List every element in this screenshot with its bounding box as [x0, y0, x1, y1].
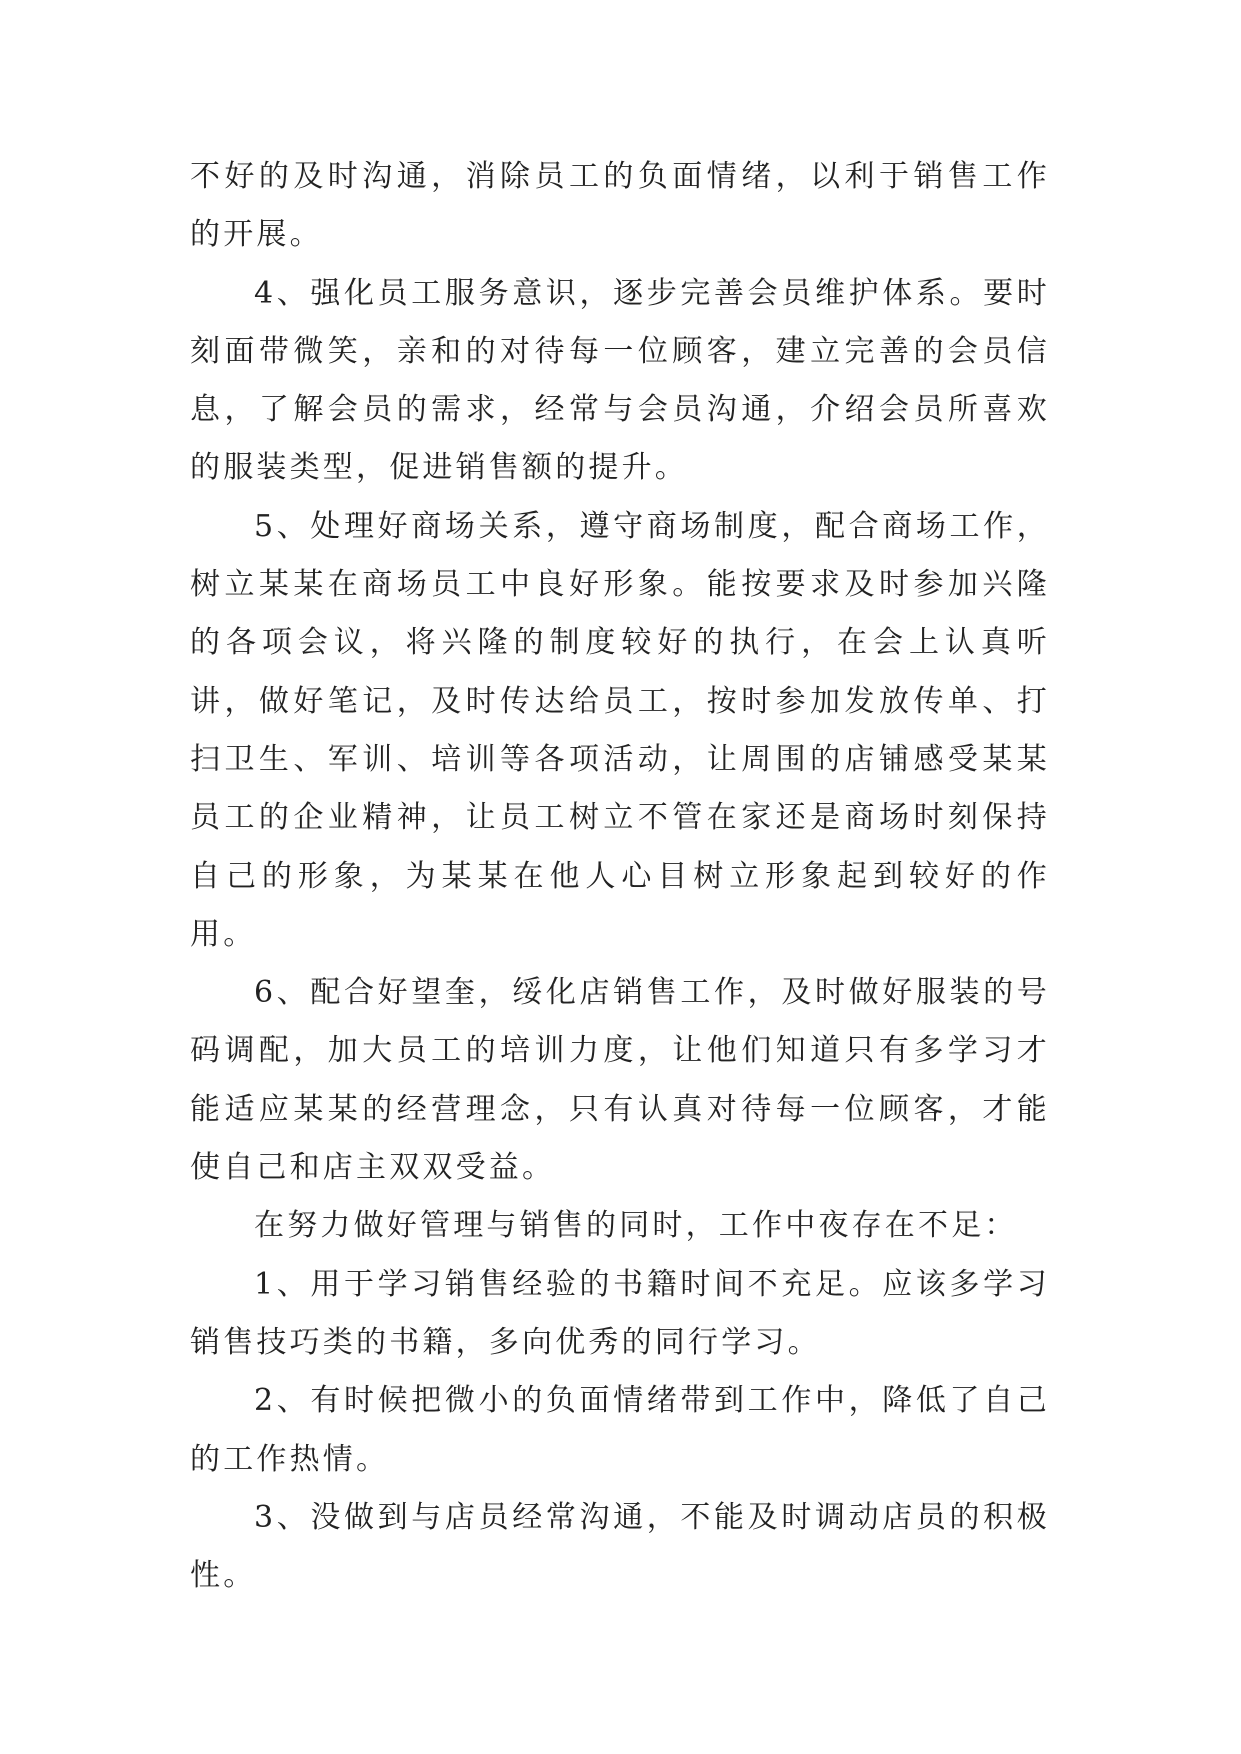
paragraph-shortcoming-2: 2、有时候把微小的负面情绪带到工作中，降低了自己的工作热情。	[190, 1383, 1050, 1477]
paragraph-item-5: 5、处理好商场关系，遵守商场制度，配合商场工作，树立某某在商场员工中良好形象。能按要求及时参加兴隆的各项会议，将兴隆的制度较好的执行，在会上认真听讲，做好笔记，及时传达给员工，按时参加发放传单、打扫卫生、军训、培训等各项活动，让周围的店铺感受某某员工的企业精神，让员工树立不管在家还是商场时刻保持自己的形象，为某某在他人心目树立形象起到较好的作用。	[190, 508, 1050, 952]
paragraph-shortcoming-3: 3、没做到与店员经常沟通，不能及时调动店员的积极性。	[190, 1499, 1050, 1594]
paragraph-continuation: 不好的及时沟通，消除员工的负面情绪，以利于销售工作的开展。	[190, 159, 1050, 253]
paragraph-item-4: 4、强化员工服务意识，逐步完善会员维护体系。要时刻面带微笑，亲和的对待每一位顾客，建立完善的会员信息，了解会员的需求，经常与会员沟通，介绍会员所喜欢的服装类型，促进销售额的提升。	[190, 275, 1050, 486]
paragraph-shortcomings-intro: 在努力做好管理与销售的同时，工作中夜存在不足：	[254, 1208, 1018, 1244]
document-body	[190, 148, 1050, 1605]
paragraph-shortcoming-1: 1、用于学习销售经验的书籍时间不充足。应该多学习销售技巧类的书籍，多向优秀的同行学习。	[190, 1266, 1050, 1360]
paragraph-item-6: 6、配合好望奎，绥化店销售工作，及时做好服装的号码调配，加大员工的培训力度，让他们知道只有多学习才能适应某某的经营理念，只有认真对待每一位顾客，才能使自己和店主双双受益。	[190, 975, 1050, 1186]
